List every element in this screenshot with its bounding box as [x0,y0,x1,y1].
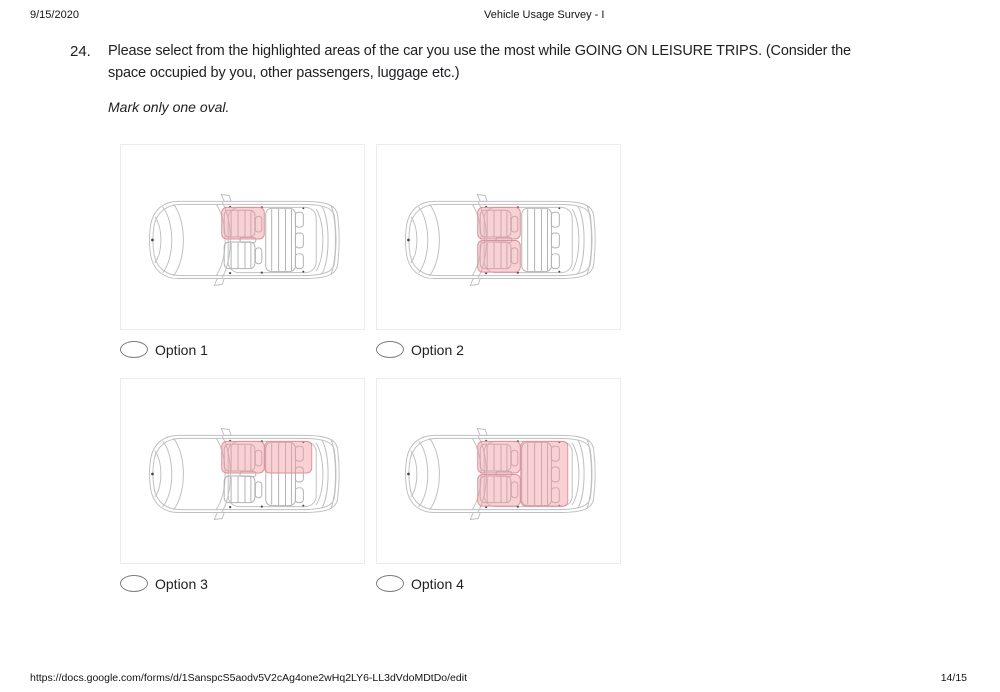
highlight-front-seat-lower [478,474,521,506]
document-title: Vehicle Usage Survey - I [484,9,605,21]
radio-oval[interactable] [376,341,404,358]
car-diagram-image [120,378,365,564]
car-diagram-image [376,378,621,564]
side-mirror-bottom [214,513,224,520]
radio-oval[interactable] [120,575,148,592]
question-text: Please select from the highlighted areas of the car you use the most while GOING ON LEISURE TRIPS. (Consider the space occupied by you, other passengers, luggage etc.) [108,43,851,81]
radio-option-row [120,341,367,358]
car-top-view-diagram [121,145,364,329]
highlight-front-seat-lower [478,240,521,272]
car-top-view-diagram [377,379,620,563]
highlight-rear-seat-upper [265,441,312,473]
question-instruction: Mark only one oval. [108,99,230,115]
side-mirror-bottom [470,513,480,520]
highlight-front-seat-upper [222,207,265,239]
seat-highlights [222,441,312,473]
radio-option-row [376,341,623,358]
option-label: Option 3 [155,575,208,592]
car-top-view-diagram [121,379,364,563]
option-label: Option 4 [411,575,464,592]
question-number: 24. [70,43,91,60]
radio-option-row [376,575,623,592]
side-mirror-bottom [470,279,480,286]
highlight-rear-seat-full [521,441,568,506]
option-cell [376,144,623,358]
car-top-view-diagram [377,145,620,329]
option-label: Option 1 [155,341,208,358]
option-cell [120,144,367,358]
highlight-front-seat-upper [478,441,521,473]
side-mirror-bottom [214,279,224,286]
footer-page-number: 14/15 [940,672,967,684]
seat-highlights [222,207,265,239]
option-label: Option 2 [411,341,464,358]
question-body [108,41,898,592]
car-diagram-image [120,144,365,330]
question-24 [70,41,898,592]
option-cell [376,378,623,592]
radio-oval[interactable] [376,575,404,592]
side-mirror-top [221,428,231,435]
car-diagram-image [376,144,621,330]
seat-highlights [478,441,568,506]
radio-oval[interactable] [120,341,148,358]
highlight-front-seat-upper [478,207,521,239]
radio-option-row [120,575,367,592]
options-grid [120,144,898,592]
side-mirror-top [477,194,487,201]
option-cell [120,378,367,592]
side-mirror-top [221,194,231,201]
highlight-front-seat-upper [222,441,265,473]
print-date: 9/15/2020 [30,9,79,21]
side-mirror-top [477,428,487,435]
footer-url: https://docs.google.com/forms/d/1SanspcS5aodv5V2cAg4one2wHq2LY6-LL3dVdoMDtDo/edit [30,672,467,684]
